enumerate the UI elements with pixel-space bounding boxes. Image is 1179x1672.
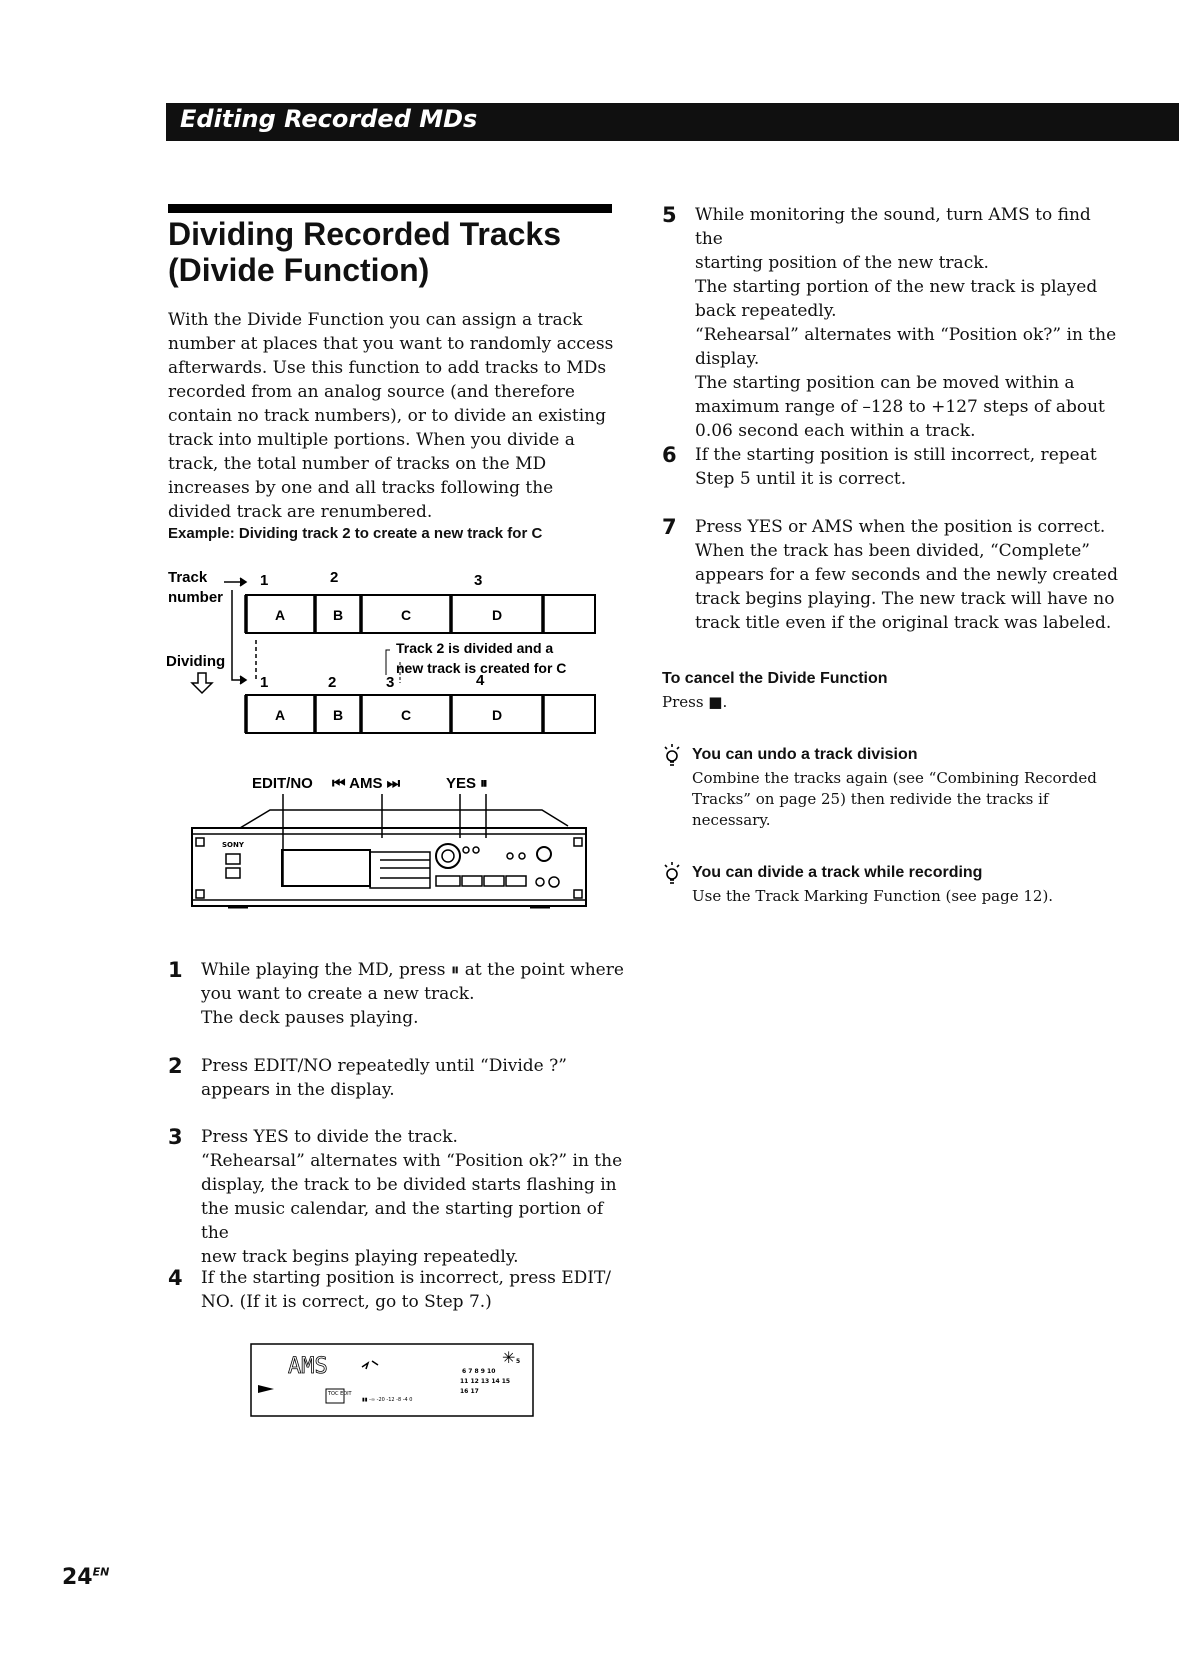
step-number: 5: [662, 203, 677, 227]
step-line: Press EDIT/NO repeatedly until “Divide ?”: [201, 1056, 567, 1076]
flash-icon: ✳: [502, 1348, 516, 1367]
step-line: The starting position can be moved within a: [695, 373, 1075, 393]
bottom-block-c: C: [400, 707, 412, 723]
step-number: 1: [168, 958, 183, 982]
lcd-display: [250, 1343, 536, 1419]
track-division-diagram: [160, 565, 610, 740]
section-title-line2: (Divide Function): [168, 252, 430, 288]
page-number: [62, 1565, 109, 1590]
header-title: Editing Recorded MDs: [180, 105, 478, 133]
tip-line: Use the Track Marking Function (see page 12).: [692, 887, 1054, 905]
step-line: The starting portion of the new track is played: [695, 277, 1098, 297]
top-block-a: A: [274, 607, 286, 623]
calendar-row2: 11 12 13 14 15: [460, 1378, 511, 1385]
tip-line: necessary.: [692, 811, 771, 829]
diagram-dividing-label: Dividing: [166, 653, 226, 670]
step-line: display.: [695, 349, 760, 369]
step-line: you want to create a new track.: [201, 984, 475, 1004]
calendar-row1: 6 7 8 9 10: [462, 1368, 496, 1375]
page-number-value: 24: [62, 1565, 93, 1590]
tip-line: Tracks” on page 25) then redivide the tracks if: [692, 790, 1049, 808]
step-number: 3: [168, 1125, 183, 1149]
cancel-heading: To cancel the Divide Function: [662, 670, 888, 687]
step-line: starting position of the new track.: [695, 253, 989, 273]
step-line: NO. (If it is correct, go to Step 7.): [201, 1292, 492, 1312]
step-line: the music calendar, and the starting portion of the: [201, 1199, 604, 1243]
top-number-3: 3: [474, 572, 483, 589]
step-line: back repeatedly.: [695, 301, 837, 321]
calendar-top-number: 5: [516, 1358, 521, 1365]
step-line: Press YES to divide the track.: [201, 1127, 458, 1147]
step-line: The deck pauses playing.: [201, 1008, 419, 1028]
step-line: While playing the MD, press ⏸ at the point where: [201, 960, 624, 980]
section-title: [168, 216, 628, 288]
step-line: display, the track to be divided starts flashing in: [201, 1175, 617, 1195]
bottom-number-3: 3: [386, 674, 395, 691]
intro-paragraph: With the Divide Function you can assign a track number at places that you want to randomly access afterwards. Use this function to add tracks to MDs recorded from an analog source (and therefore contain no track numbers), or to divide an existing track into multiple portions. When you divide a track, the total number of tracks on the MD increases by one and all tracks following the divided track are renumbered.: [168, 310, 614, 522]
deck-illustration: [190, 768, 590, 920]
ams-label: ⏮ AMS ⏭: [332, 775, 401, 792]
tip-heading: You can undo a track division: [692, 746, 918, 763]
step-number: 6: [662, 443, 677, 467]
step-line: While monitoring the sound, turn AMS to find the: [695, 205, 1091, 249]
calendar-row3: 16 17: [460, 1388, 479, 1395]
toc-label: TOC EDIT: [328, 1391, 352, 1397]
step-line: maximum range of –128 to +127 steps of about: [695, 397, 1105, 417]
bottom-number-2: 2: [328, 674, 337, 691]
step-line: Step 5 until it is correct.: [695, 469, 907, 489]
step-number: 2: [168, 1054, 183, 1078]
top-number-2: 2: [330, 569, 339, 586]
bottom-number-4: 4: [476, 672, 485, 689]
step-line: “Rehearsal” alternates with “Position ok?” in the: [201, 1151, 623, 1171]
step-line: 0.06 second each within a track.: [695, 421, 976, 441]
diagram-track-label: Track: [168, 569, 208, 586]
level-meter: ▮▮ -∞ -20 -12 -8 -4 0: [362, 1397, 413, 1403]
step-line: appears for a few seconds and the newly created: [695, 565, 1118, 585]
step-number: 4: [168, 1266, 183, 1290]
diagram-note-2: new track is created for C: [396, 660, 567, 676]
top-number-1: 1: [260, 572, 269, 589]
bottom-number-1: 1: [260, 674, 269, 691]
step-line: When the track has been divided, “Complete”: [695, 541, 1090, 561]
lightbulb-icon: [662, 742, 684, 770]
tip-heading: You can divide a track while recording: [692, 864, 983, 881]
step-line: “Rehearsal” alternates with “Position ok?” in the: [695, 325, 1117, 345]
diagram-number-label: number: [168, 589, 224, 606]
step-line: appears in the display.: [201, 1080, 395, 1100]
page-number-suffix: EN: [92, 1565, 110, 1579]
top-block-b: B: [332, 607, 344, 623]
yes-label: YES ⏸: [446, 775, 488, 792]
section-title-line1: Dividing Recorded Tracks: [168, 216, 562, 252]
tip-line: Combine the tracks again (see “Combining Recorded: [692, 769, 1097, 787]
lightbulb-icon: [662, 860, 684, 888]
example-label: Example: Dividing track 2 to create a new track for C: [168, 525, 543, 542]
top-block-c: C: [400, 607, 412, 623]
step-line: new track begins playing repeatedly.: [201, 1247, 519, 1267]
step-line: Press YES or AMS when the position is correct.: [695, 517, 1106, 537]
lcd-main-text: AMS: [288, 1354, 328, 1379]
bottom-block-a: A: [274, 707, 286, 723]
step-line: track begins playing. The new track will have no: [695, 589, 1115, 609]
top-block-d: D: [491, 607, 503, 623]
cancel-text: Press ■.: [662, 693, 728, 711]
edit-no-label: EDIT/NO: [252, 775, 313, 792]
bottom-block-b: B: [332, 707, 344, 723]
step-line: If the starting position is incorrect, press EDIT/: [201, 1268, 612, 1288]
device-brand: SONY: [222, 841, 244, 849]
step-line: track title even if the original track was labeled.: [695, 613, 1112, 633]
diagram-note-1: Track 2 is divided and a: [396, 640, 554, 656]
title-rule: [168, 204, 612, 213]
bottom-block-d: D: [491, 707, 503, 723]
step-number: 7: [662, 515, 677, 539]
down-arrow-icon: [192, 673, 212, 693]
step-line: If the starting position is still incorrect, repeat: [695, 445, 1097, 465]
